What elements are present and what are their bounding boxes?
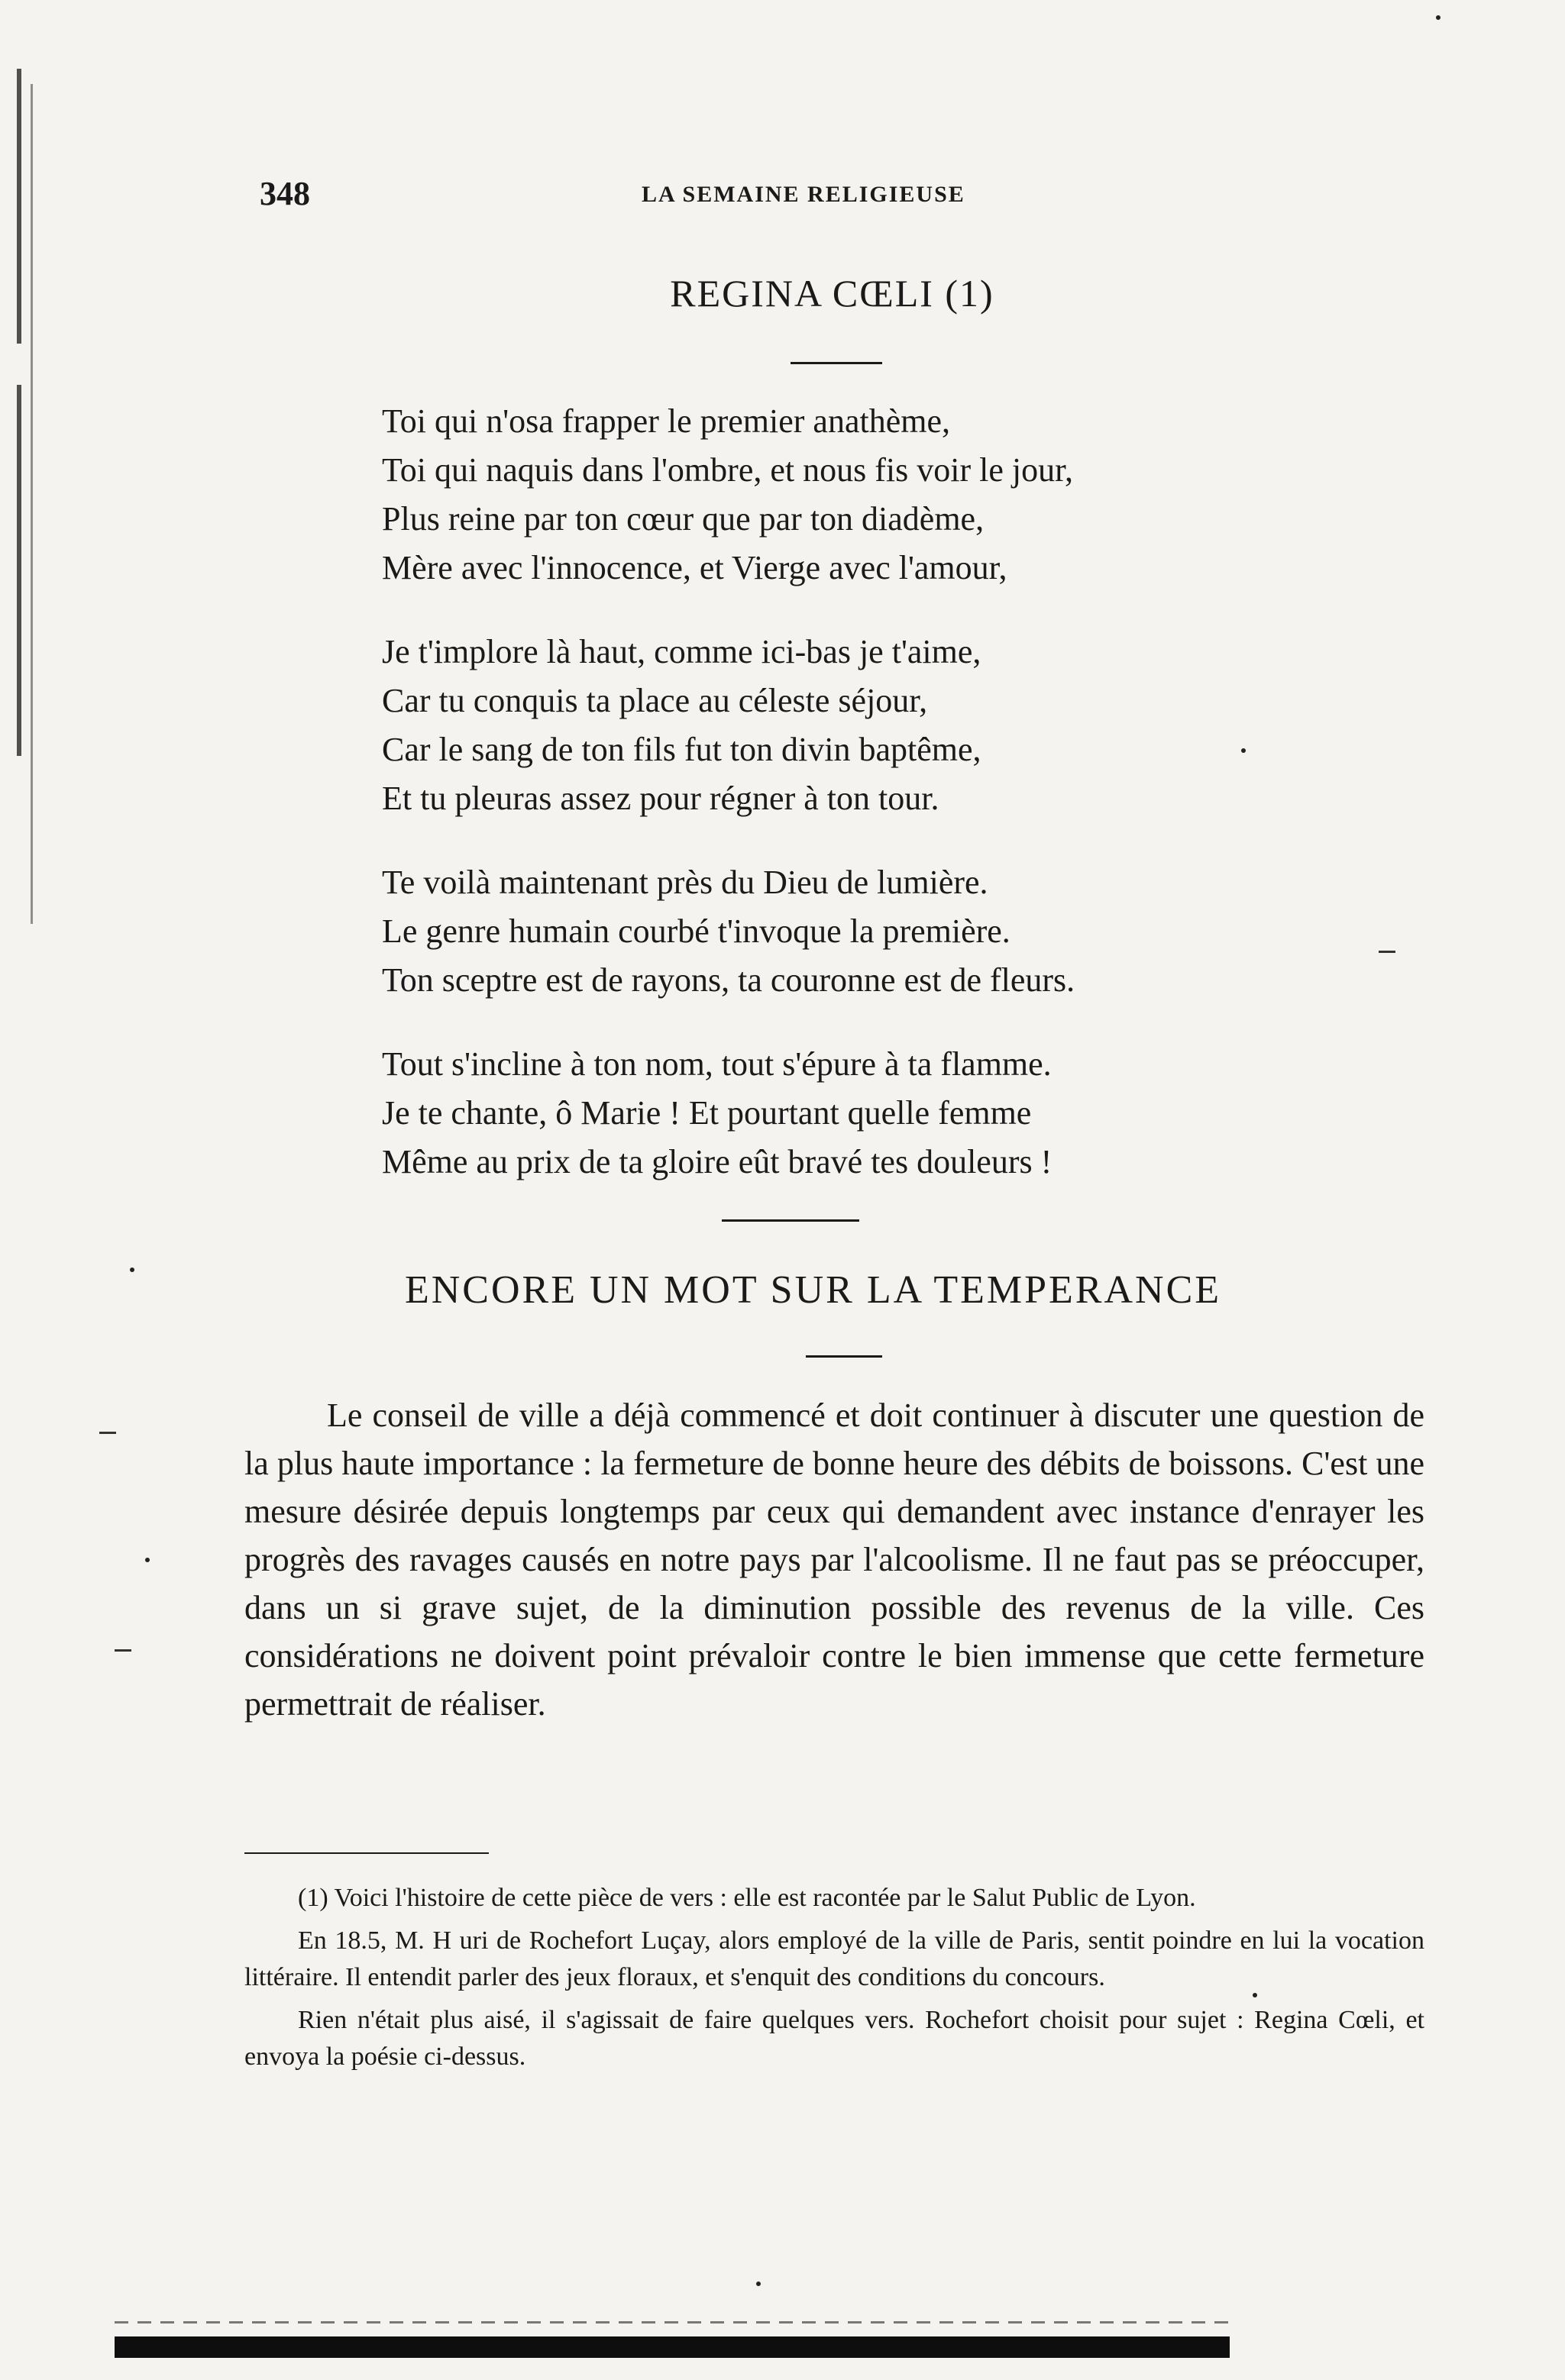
section-separator-rule [722,1219,859,1222]
poem-line: Toi qui naquis dans l'ombre, et nous fis voir le jour, [382,451,1073,489]
scan-speck [130,1268,134,1272]
poem-line: Je t'implore là haut, comme ici-bas je t'aime, [382,633,981,670]
footnote: Rien n'était plus aisé, il s'agissait de faire quelques vers. Rochefort choisit pour sujet : Regina Cœli, et envoya la poésie ci-dessus. [244,2006,1424,2071]
footnote: (1) Voici l'histoire de cette pièce de vers : elle est racontée par le Salut Public de Lyon. [298,1884,1196,1912]
article-title: ENCORE UN MOT SUR LA TEMPERANCE [404,1268,1222,1312]
poem [382,397,1344,1222]
stanza [382,858,1344,1005]
scan-dash [99,1432,116,1434]
poem-line: Plus reine par ton cœur que par ton diadème, [382,500,985,538]
scan-speck [1253,1993,1257,1997]
poem-line: Le genre humain courbé t'invoque la première. [382,912,1010,950]
poem-line: Je te chante, ô Marie ! Et pourtant quelle femme [382,1094,1032,1132]
footnote-rule [244,1852,489,1854]
poem-line: Même au prix de ta gloire eût bravé tes douleurs ! [382,1143,1052,1180]
poem-line: Tout s'incline à ton nom, tout s'épure à ta flamme. [382,1045,1052,1083]
article-paragraph: Le conseil de ville a déjà commencé et doit continuer à discuter une question de la plus haute importance : la fermeture de bonne heure des débits de boissons. C'est une mesure désirée depuis longtemps par ceux qui demandent avec instance d'enrayer les progrès des ravages causés en notre pays par l'alcoolisme. Il ne faut pas se préoccuper, dans un si grave sujet, de la diminution possible des revenus de la ville. Ces considérations ne doivent point prévaloir contre le bien immense que cette fermeture permettrait de réaliser. [244,1397,1424,1723]
footnote: En 18.5, M. H uri de Rochefort Luçay, alors employé de la ville de Paris, sentit poindre en lui la vocation littéraire. Il entendit parler des jeux floraux, et s'enquit des conditions du concours. [244,1926,1424,1991]
scan-speck [1241,748,1246,753]
title-rule [791,362,882,364]
poem-line: Ton sceptre est de rayons, ta couronne est de fleurs. [382,961,1075,999]
scan-dash [1379,951,1395,953]
poem-line: Et tu pleuras assez pour régner à ton tour. [382,780,939,817]
poem-line: Car le sang de ton fils fut ton divin baptême, [382,731,981,768]
page-number: 348 [260,175,310,212]
scan-dash [115,1649,131,1652]
scan-speck [1436,15,1441,20]
poem-line: Mère avec l'innocence, et Vierge avec l'amour, [382,549,1007,586]
running-head: LA SEMAINE RELIGIEUSE [642,182,965,207]
poem-title: REGINA CŒLI (1) [670,272,994,315]
poem-line: Car tu conquis ta place au céleste séjour, [382,682,928,719]
scan-border-dashes [115,2321,1230,2323]
stanza [382,1040,1344,1187]
scan-speck [756,2282,761,2286]
scan-border-bar [115,2336,1230,2358]
poem-line: Te voilà maintenant près du Dieu de lumière. [382,864,988,901]
page-header [260,174,1306,220]
stanza [382,397,1344,593]
poem-line: Toi qui n'osa frapper le premier anathème, [382,402,950,440]
stanza [382,628,1344,823]
scan-speck [145,1558,150,1562]
footnotes [244,1880,1424,2081]
page-edge-shadow [17,69,21,756]
page-edge-line [31,84,33,924]
article-title-rule [806,1355,882,1358]
